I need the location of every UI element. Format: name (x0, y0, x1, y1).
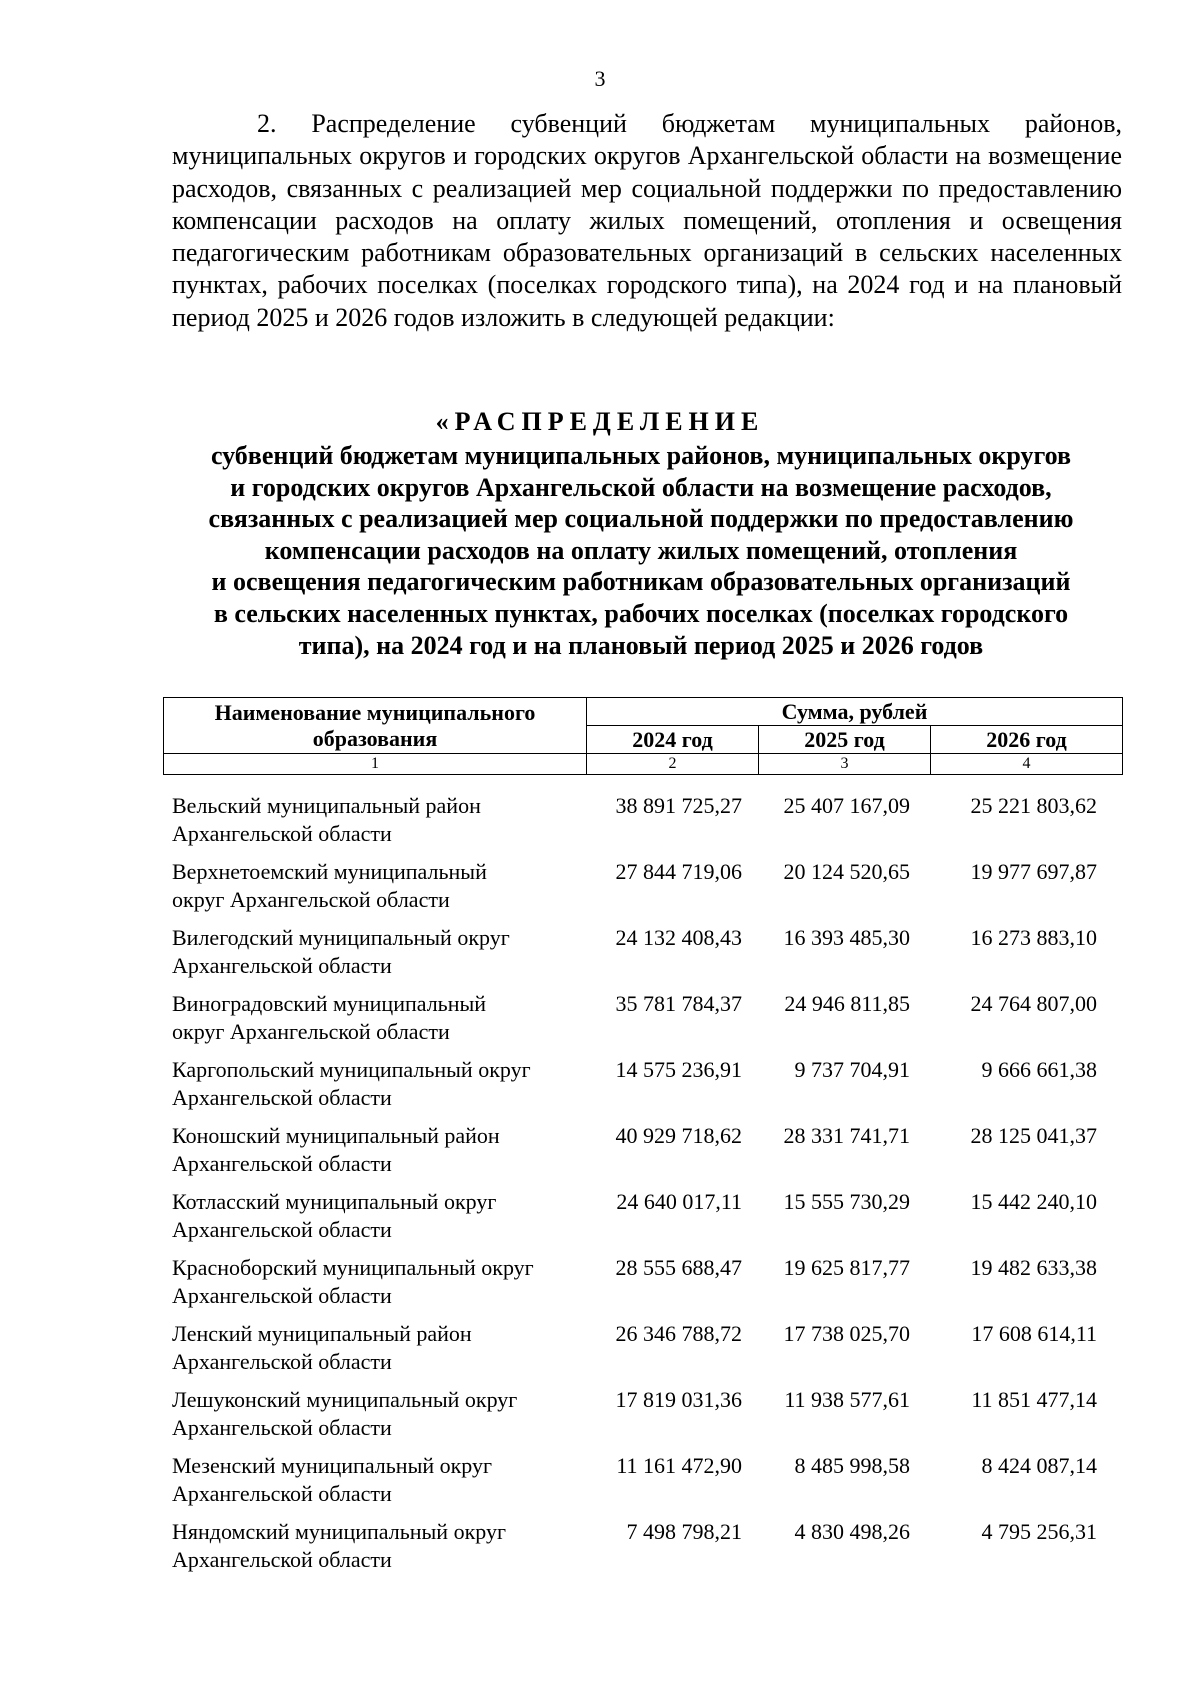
amount-2024: 17 819 031,36 (615, 1387, 742, 1412)
municipality-name: Котласский муниципальный округ Архангельской области (172, 1189, 497, 1242)
amount-2024: 28 555 688,47 (615, 1255, 742, 1280)
table-row (172, 858, 1122, 924)
column-header-2026: 2026 год (931, 726, 1123, 754)
amount-2026: 4 795 256,31 (981, 1519, 1097, 1544)
column-header-sum: Сумма, рублей (587, 698, 1123, 726)
table-row (172, 990, 1122, 1056)
intro-paragraph: 2. Распределение субвенций бюджетам муниципальных районов, муниципальных округов и городских округов Архангельской области на возмещение расходов, связанных с реализацией мер социальной поддержки по предоставлению компенсации расходов на оплату жилых помещений, отопления и освещения педагогическим работникам образовательных организаций в сельских населенных пунктах, рабочих поселках (поселках городского типа), на 2024 год и на плановый период 2025 и 2026 годов изложить в следующей редакции: (172, 109, 1122, 332)
amount-2025: 24 946 811,85 (784, 991, 910, 1016)
amount-2025: 20 124 520,65 (783, 859, 910, 884)
amount-2026: 25 221 803,62 (970, 793, 1097, 818)
municipality-name: Виноградовский муниципальный округ Архангельской области (172, 991, 487, 1044)
table-row (172, 1452, 1122, 1518)
amount-2026: 9 666 661,38 (981, 1057, 1097, 1082)
amount-2024: 7 498 798,21 (626, 1519, 742, 1544)
amount-2025: 9 737 704,91 (794, 1057, 910, 1082)
municipality-name: Коношский муниципальный район Архангельской области (172, 1123, 500, 1176)
amount-2024: 26 346 788,72 (615, 1321, 742, 1346)
amount-2024: 27 844 719,06 (615, 859, 742, 884)
table-row (172, 1188, 1122, 1254)
amount-2025: 19 625 817,77 (783, 1255, 910, 1280)
subtitle-line: в сельских населенных пунктах, рабочих поселках (поселках городского (213, 598, 1069, 628)
amount-2024: 24 640 017,11 (616, 1189, 742, 1214)
municipality-name: Вельский муниципальный район Архангельской области (172, 793, 481, 846)
amount-2025: 28 331 741,71 (783, 1123, 910, 1148)
column-number: 4 (931, 754, 1123, 775)
amount-2024: 40 929 718,62 (615, 1123, 742, 1148)
column-header-2024: 2024 год (587, 726, 759, 754)
amount-2026: 11 851 477,14 (971, 1387, 1097, 1412)
column-number: 3 (759, 754, 931, 775)
table-row (172, 924, 1122, 990)
amount-2026: 24 764 807,00 (970, 991, 1097, 1016)
table-row (172, 792, 1122, 858)
subtitle-line: и освещения педагогическим работникам образовательных организаций (211, 567, 1071, 597)
subtitle-line: и городских округов Архангельской области на возмещение расходов, (230, 472, 1052, 502)
amount-2025: 11 938 577,61 (784, 1387, 910, 1412)
amount-2026: 19 977 697,87 (970, 859, 1097, 884)
amount-2024: 35 781 784,37 (615, 991, 742, 1016)
column-number: 2 (587, 754, 759, 775)
amount-2026: 19 482 633,38 (970, 1255, 1097, 1280)
column-header-2025: 2025 год (759, 726, 931, 754)
table-row (172, 1386, 1122, 1452)
table-body (172, 792, 1122, 1584)
table-row (172, 1122, 1122, 1188)
amount-2025: 16 393 485,30 (783, 925, 910, 950)
municipality-name: Лешуконский муниципальный округ Архангельской области (172, 1387, 518, 1440)
subtitle-line: связанных с реализацией мер социальной поддержки по предоставлению (208, 504, 1074, 534)
amount-2024: 38 891 725,27 (615, 793, 742, 818)
subtitle-line: субвенций бюджетам муниципальных районов, муниципальных округов (210, 441, 1072, 470)
subtitle-line: компенсации расходов на оплату жилых помещений, отопления (264, 535, 1018, 565)
table-row (172, 1056, 1122, 1122)
municipality-name: Верхнетоемский муниципальный округ Архангельской области (172, 859, 487, 912)
document-subtitle (160, 440, 1122, 661)
amount-2024: 11 161 472,90 (616, 1453, 742, 1478)
municipality-name: Красноборский муниципальный округ Архангельской области (172, 1255, 534, 1308)
amount-2024: 24 132 408,43 (615, 925, 742, 950)
municipality-name: Вилегодский муниципальный округ Архангельской области (172, 925, 510, 978)
table-header (163, 697, 1123, 775)
page-number: 3 (594, 66, 606, 91)
amount-2025: 8 485 998,58 (794, 1453, 910, 1478)
subtitle-line: типа), на 2024 год и на плановый период 2025 и 2026 годов (298, 630, 984, 660)
municipality-name: Няндомский муниципальный округ Архангельской области (172, 1519, 506, 1572)
column-number: 1 (164, 754, 587, 775)
amount-2025: 17 738 025,70 (783, 1321, 910, 1346)
amount-2024: 14 575 236,91 (615, 1057, 742, 1082)
amount-2026: 15 442 240,10 (970, 1189, 1097, 1214)
table-row (172, 1254, 1122, 1320)
column-header-name: Наименование муниципального образования (164, 698, 587, 754)
table-row (172, 1320, 1122, 1386)
amount-2026: 17 608 614,11 (971, 1321, 1097, 1346)
amount-2025: 4 830 498,26 (794, 1519, 910, 1544)
municipality-name: Каргопольский муниципальный округ Архангельской области (172, 1057, 531, 1110)
document-title: «РАСПРЕДЕЛЕНИЕ (435, 407, 765, 436)
amount-2025: 25 407 167,09 (783, 793, 910, 818)
amount-2026: 8 424 087,14 (981, 1453, 1097, 1478)
amount-2025: 15 555 730,29 (783, 1189, 910, 1214)
municipality-name: Ленский муниципальный район Архангельской области (172, 1321, 472, 1374)
table-row (172, 1518, 1122, 1584)
amount-2026: 28 125 041,37 (970, 1123, 1097, 1148)
municipality-name: Мезенский муниципальный округ Архангельской области (172, 1453, 493, 1506)
amount-2026: 16 273 883,10 (970, 925, 1097, 950)
